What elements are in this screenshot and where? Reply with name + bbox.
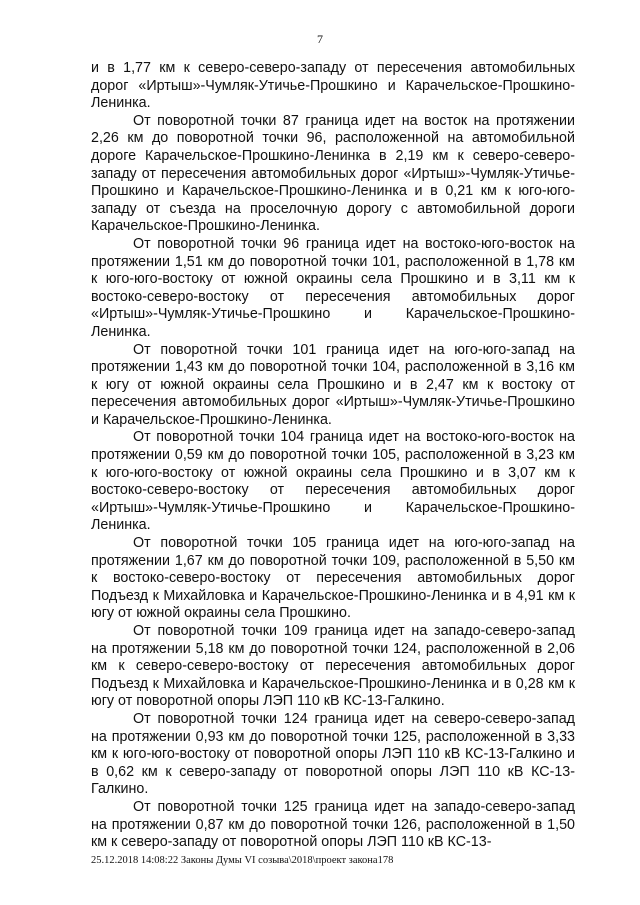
paragraph-point-105: От поворотной точки 105 граница идет на юго-юго-запад на протяжении 1,67 км до поворотной точки 109, расположенной в 5,50 км к востоко-северо-востоку от пересечения автомобильных дорог Подъезд к Михайловка и Карачельское-Прошкино-Ленинка и в 4,91 км к югу от южной окраины села Прошкино. xyxy=(91,535,575,622)
paragraph-point-109: От поворотной точки 109 граница идет на западо-северо-запад на протяжении 5,18 км до поворотной точки 124, расположенной в 2,06 км к северо-северо-востоку от пересечения автомобильных дорог Подъезд к Михайловка и Карачельское-Прошкино-Ленинка и в 0,28 км к югу от поворотной опоры ЛЭП 110 кВ КС-13-Галкино. xyxy=(91,623,575,710)
paragraph-continuation: и в 1,77 км к северо-северо-западу от пересечения автомобильных дорог «Иртыш»-Чумляк-Утичье-Прошкино и Карачельское-Прошкино-Ленинка. xyxy=(91,60,575,112)
paragraph-point-125: От поворотной точки 125 граница идет на западо-северо-запад на протяжении 0,87 км до поворотной точки 126, расположенной в 1,50 км к северо-западу от поворотной опоры ЛЭП 110 кВ КС-13- xyxy=(91,798,575,851)
document-footer: 25.12.2018 14:08:22 Законы Думы VI созыва\2018\проект закона178 xyxy=(91,855,394,866)
paragraph-point-96: От поворотной точки 96 граница идет на востоко-юго-восток на протяжении 1,51 км до поворотной точки 101, расположенной в 1,78 км к юго-юго-востоку от южной окраины села Прошкино и в 3,11 км к востоко-северо-востоку от пересечения автомобильных дорог «Иртыш»-Чумляк-Утичье-Прошкино и Карачельское-Прошкино-Ленинка. xyxy=(91,235,575,340)
paragraph-point-104: От поворотной точки 104 граница идет на востоко-юго-восток на протяжении 0,59 км до поворотной точки 105, расположенной в 3,23 км к юго-юго-востоку от южной окраины села Прошкино и в 3,07 км к востоко-северо-востоку от пересечения автомобильных дорог «Иртыш»-Чумляк-Утичье-Прошкино и Карачельское-Прошкино-Ленинка. xyxy=(91,429,575,534)
paragraph-point-101: От поворотной точки 101 граница идет на юго-юго-запад на протяжении 1,43 км до поворотной точки 104, расположенной в 3,16 км к югу от южной окраины села Прошкино и в 2,47 км к востоку от пересечения автомобильных дорог «Иртыш»-Чумляк-Утичье-Прошкино и Карачельское-Прошкино-Ленинка. xyxy=(91,341,575,428)
page-number: 7 xyxy=(317,32,323,46)
document-body xyxy=(91,60,575,852)
paragraph-point-124: От поворотной точки 124 граница идет на северо-северо-запад на протяжении 0,93 км до поворотной точки 125, расположенной в 3,33 км к юго-юго-востоку от поворотной опоры ЛЭП 110 кВ КС-13-Галкино и в 0,62 км к северо-западу от поворотной опоры ЛЭП 110 кВ КС-13-Галкино. xyxy=(91,710,575,798)
paragraph-point-87: От поворотной точки 87 граница идет на восток на протяжении 2,26 км до поворотной точки 96, расположенной на автомобильной дороге Карачельское-Прошкино-Ленинка в 2,19 км к северо-северо-западу от пересечения автомобильных дорог «Иртыш»-Чумляк-Утичье-Прошкино и Карачельское-Прошкино-Ленинка и в 0,21 км к юго-юго-западу от съезда на проселочную дорогу с автомобильной дороги Карачельское-Прошкино-Ленинка. xyxy=(91,112,575,235)
